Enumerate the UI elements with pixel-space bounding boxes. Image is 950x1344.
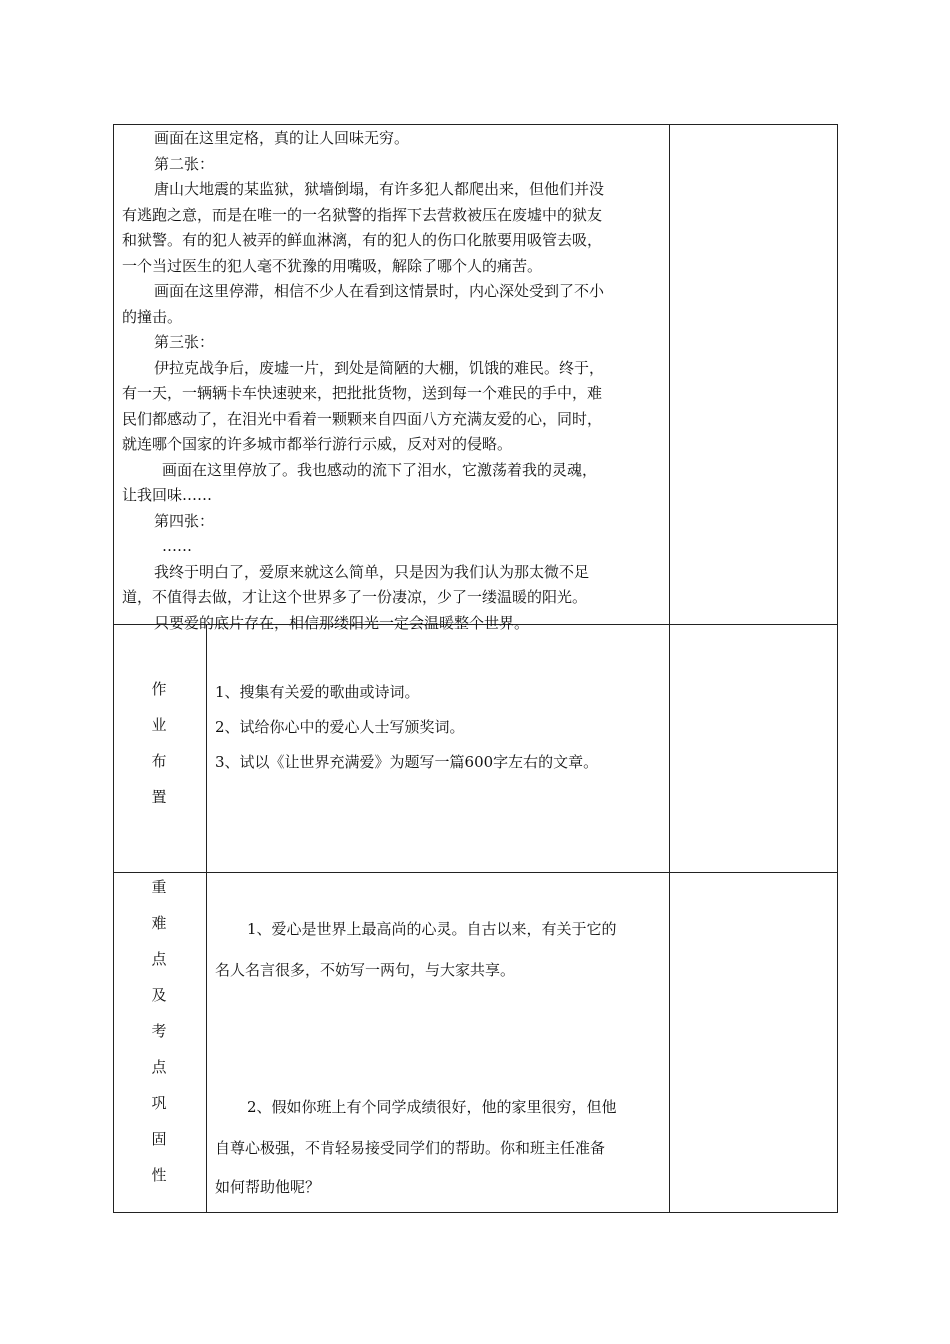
review-q2-line: 如何帮助他呢？ bbox=[215, 1178, 321, 1196]
review-label-char: 性 bbox=[151, 1166, 167, 1184]
review-label-char: 重 bbox=[151, 878, 167, 896]
table-border-top bbox=[113, 124, 838, 125]
homework-label-char: 布 bbox=[151, 752, 167, 770]
homework-item: 2、试给你心中的爱心人士写颁奖词。 bbox=[215, 718, 465, 736]
review-label-char: 巩 bbox=[151, 1094, 167, 1112]
homework-label-char: 作 bbox=[151, 680, 167, 698]
story-line: 有一天，一辆辆卡车快速驶来，把批批货物，送到每一个难民的手中，难 bbox=[122, 384, 603, 402]
review-q1-line: 1、爱心是世界上最高尚的心灵。自古以来，有关于它的 bbox=[247, 920, 617, 938]
story-line: 第三张： bbox=[154, 333, 215, 351]
story-line: 让我回味…… bbox=[122, 486, 213, 504]
review-label-char: 难 bbox=[151, 914, 167, 932]
story-line: 我终于明白了，爱原来就这么简单，只是因为我们认为那太微不足 bbox=[154, 562, 590, 581]
review-q2-line: 自尊心极强，不肯轻易接受同学们的帮助。你和班主任准备 bbox=[215, 1139, 606, 1157]
review-label-char: 及 bbox=[151, 986, 167, 1004]
story-line: 只要爱的底片存在，相信那缕阳光一定会温暖整个世界。 bbox=[154, 613, 530, 632]
review-label-char: 点 bbox=[151, 950, 167, 968]
table-border-left bbox=[113, 124, 114, 1213]
story-line: 民们都感动了，在泪光中看着一颗颗来自四面八方充满友爱的心，同时， bbox=[122, 409, 603, 428]
story-line: …… bbox=[162, 537, 192, 555]
story-line: 伊拉克战争后，废墟一片，到处是简陋的大棚，饥饿的难民。终于， bbox=[154, 358, 605, 377]
review-label-char: 考 bbox=[151, 1022, 167, 1040]
notes-column-divider bbox=[669, 124, 670, 1213]
story-line: 的撞击。 bbox=[122, 307, 183, 326]
story-line: 画面在这里停放了。我也感动的流下了泪水，它激荡着我的灵魂， bbox=[162, 460, 598, 479]
review-label-char: 固 bbox=[151, 1130, 167, 1148]
story-line: 唐山大地震的某监狱，狱墙倒塌，有许多犯人都爬出来，但他们并没 bbox=[154, 180, 605, 198]
story-line: 画面在这里定格，真的让人回味无穷。 bbox=[154, 129, 410, 147]
review-q1-line: 名人名言很多，不妨写一两句，与大家共享。 bbox=[215, 961, 516, 979]
homework-label-char: 置 bbox=[151, 788, 167, 806]
table-border-right bbox=[837, 124, 838, 1213]
table-border-bottom bbox=[113, 1212, 838, 1213]
review-label-char: 点 bbox=[151, 1058, 167, 1076]
story-line: 道，不值得去做，才让这个世界多了一份凄凉，少了一缕温暖的阳光。 bbox=[122, 588, 588, 606]
story-line: 画面在这里停滞，相信不少人在看到这情景时，内心深处受到了不小 bbox=[154, 282, 605, 300]
story-line: 一个当过医生的犯人毫不犹豫的用嘴吸，解除了哪个人的痛苦。 bbox=[122, 256, 543, 275]
homework-item: 1、搜集有关爱的歌曲或诗词。 bbox=[215, 683, 420, 701]
story-line: 有逃跑之意，而是在唯一的一名狱警的指挥下去营救被压在废墟中的狱友 bbox=[122, 205, 603, 224]
homework-item: 3、试以《让世界充满爱》为题写一篇600字左右的文章。 bbox=[215, 753, 599, 771]
review-q2-line: 2、假如你班上有个同学成绩很好，他的家里很穷，但他 bbox=[247, 1098, 617, 1116]
story-line: 第四张： bbox=[154, 511, 215, 530]
story-line: 就连哪个国家的许多城市都举行游行示威，反对对的侵略。 bbox=[122, 435, 513, 453]
story-text-block bbox=[122, 126, 667, 636]
homework-label-char: 业 bbox=[151, 716, 167, 734]
row-divider-2 bbox=[113, 872, 838, 873]
story-line: 第二张： bbox=[154, 154, 215, 173]
label-column-divider bbox=[206, 624, 207, 1213]
story-line: 和狱警。有的犯人被弄的鲜血淋漓，有的犯人的伤口化脓要用吸管去吸， bbox=[122, 231, 603, 249]
